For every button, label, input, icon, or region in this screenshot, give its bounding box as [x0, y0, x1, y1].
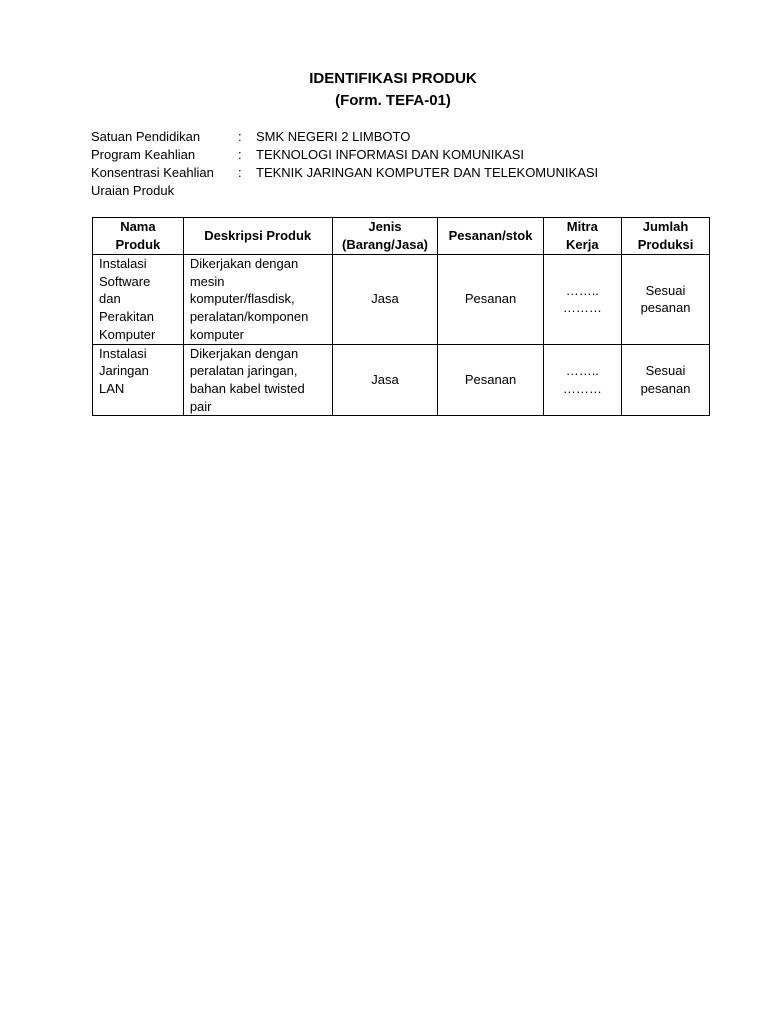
cell-jenis: Jasa: [332, 344, 438, 416]
info-label: Program Keahlian: [91, 147, 196, 162]
cell-deskripsi-produk: Dikerjakan dengan mesin komputer/flasdisk, peralatan/komponen komputer: [183, 255, 332, 345]
info-value: TEKNIK JARINGAN KOMPUTER DAN TELEKOMUNIKASI: [256, 165, 599, 180]
cell-jumlah-produksi: Sesuai pesanan: [622, 344, 710, 416]
table-header-row: [93, 218, 710, 255]
info-row-satuan-pendidikan: [91, 128, 598, 146]
column-header-nama-produk: Nama Produk: [93, 218, 184, 255]
info-row-program-keahlian: [91, 146, 598, 164]
info-label: Uraian Produk: [91, 183, 175, 198]
table-row: [93, 255, 710, 345]
info-label: Satuan Pendidikan: [91, 129, 201, 144]
cell-deskripsi-produk: Dikerjakan dengan peralatan jaringan, bahan kabel twisted pair: [183, 344, 332, 416]
document-title: IDENTIFIKASI PRODUK: [309, 70, 477, 87]
info-value: SMK NEGERI 2 LIMBOTO: [256, 129, 411, 144]
column-header-mitra-kerja: Mitra Kerja: [543, 218, 621, 255]
cell-nama-produk: Instalasi Software dan Perakitan Komputer: [93, 255, 184, 345]
product-table: [92, 217, 710, 416]
info-row-uraian-produk: [91, 182, 598, 200]
info-colon: :: [238, 129, 242, 144]
info-colon: :: [238, 147, 242, 162]
info-block: [91, 128, 598, 200]
info-colon: [238, 182, 256, 200]
cell-mitra-kerja: …….. ………: [543, 344, 621, 416]
cell-pesanan-stok: Pesanan: [438, 255, 543, 345]
cell-mitra-kerja: …….. ………: [543, 255, 621, 345]
info-row-konsentrasi-keahlian: [91, 164, 598, 182]
cell-pesanan-stok: Pesanan: [438, 344, 543, 416]
info-label: Konsentrasi Keahlian: [91, 165, 214, 180]
column-header-jumlah-produksi: Jumlah Produksi: [622, 218, 710, 255]
column-header-pesanan-stok: Pesanan/stok: [438, 218, 543, 255]
table-row: [93, 344, 710, 416]
info-colon: :: [238, 165, 242, 180]
cell-jenis: Jasa: [332, 255, 438, 345]
form-code: (Form. TEFA-01): [335, 92, 451, 109]
cell-jumlah-produksi: Sesuai pesanan: [622, 255, 710, 345]
info-value: TEKNOLOGI INFORMASI DAN KOMUNIKASI: [256, 147, 524, 162]
column-header-deskripsi-produk: Deskripsi Produk: [183, 218, 332, 255]
cell-nama-produk: Instalasi Jaringan LAN: [93, 344, 184, 416]
column-header-jenis: Jenis (Barang/Jasa): [332, 218, 438, 255]
